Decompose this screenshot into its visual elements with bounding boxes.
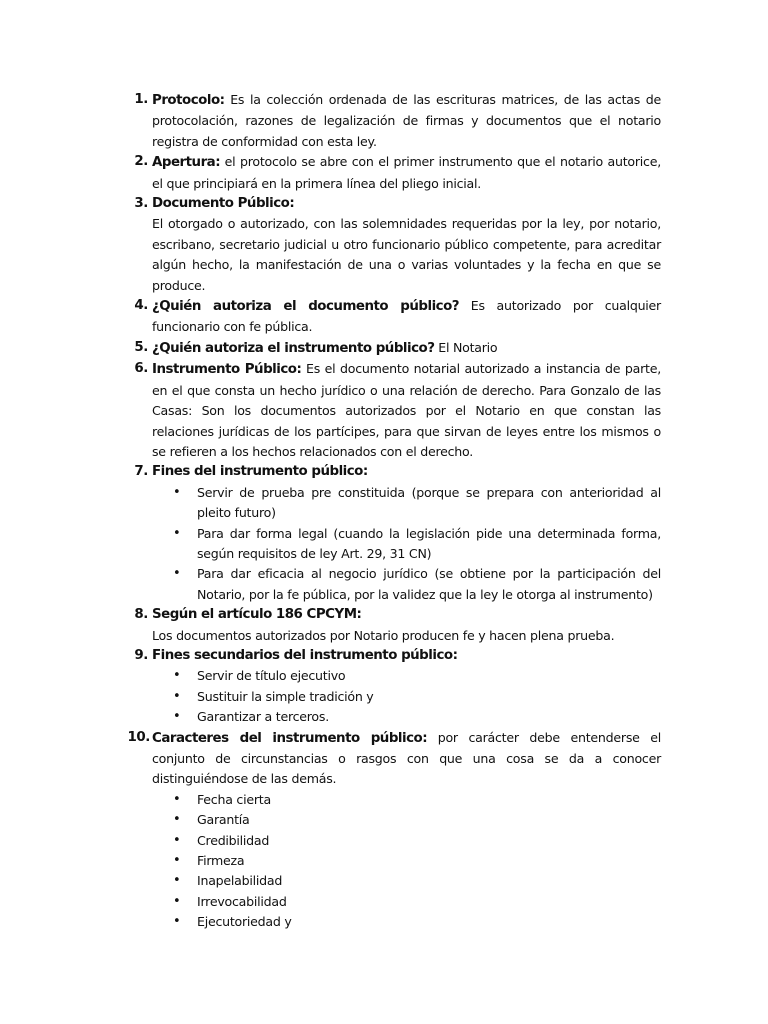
item-number: 5. <box>134 339 148 355</box>
item-text: Los documentos autorizados por Notario producen fe y hacen plena prueba. <box>152 627 615 643</box>
bullet-item: • Ejecutoriedad y <box>197 912 661 932</box>
item-number: 7. <box>134 464 148 480</box>
bullet-item: • Servir de prueba pre constituida (porque se prepara con anterioridad al pleito futuro) <box>197 483 661 524</box>
list-item-fines-secundarios <box>134 646 661 728</box>
item-number: 6. <box>134 361 148 377</box>
list-item-quien-autoriza-documento <box>134 296 661 338</box>
list-item-documento-publico <box>134 194 661 296</box>
list-item-apertura <box>134 152 661 194</box>
item-term: Protocolo: <box>152 93 225 108</box>
item-number: 4. <box>134 298 148 314</box>
list-item-quien-autoriza-instrumento <box>134 338 661 359</box>
item-text: el protocolo se abre con el primer instrumento que el notario autorice, el que principiará en la primera línea del pliego inicial. <box>152 154 661 191</box>
item-number: 9. <box>134 647 148 663</box>
item-term: Apertura: <box>152 155 221 171</box>
item-number: 2. <box>134 154 148 170</box>
bullet-list <box>152 666 661 727</box>
bullet-item: • Para dar eficacia al negocio jurídico (se obtiene por la participación del Notario, por la fe pública, por la validez que la ley le otorga al instrumento) <box>197 564 661 605</box>
numbered-list <box>127 90 661 933</box>
item-number: 3. <box>134 196 148 212</box>
list-item-protocolo <box>134 90 661 152</box>
item-number: 1. <box>134 92 148 107</box>
bullet-list <box>152 483 661 605</box>
item-text: El Notario <box>434 339 498 355</box>
item-term: Documento Público: <box>152 196 295 212</box>
item-text: por carácter debe entenderse el conjunto de circunstancias o rasgos con que una cosa se da a conocer distinguiéndose de las demás. <box>152 729 661 787</box>
item-text: El otorgado o autorizado, con las solemnidades requeridas por la ley, por notario, escribano, secretario judicial u otro funcionario público competente, para acreditar algún hecho, la manifestación de una o varias voluntades y la fecha en que se produce. <box>152 216 661 293</box>
item-term: Caracteres del instrumento público: <box>152 730 428 746</box>
bullet-item: • Firmeza <box>197 851 661 871</box>
item-term: ¿Quién autoriza el instrumento público? <box>152 340 435 356</box>
bullet-item: • Irrevocabilidad <box>197 892 661 912</box>
item-text: Es autorizado por cualquier funcionario con fe pública. <box>152 298 661 335</box>
item-number: 8. <box>134 607 148 623</box>
item-term: Fines del instrumento público: <box>152 464 368 480</box>
bullet-item: • Credibilidad <box>197 831 661 851</box>
bullet-item: • Sustituir la simple tradición y <box>197 687 661 707</box>
bullet-item: • Fecha cierta <box>197 790 661 810</box>
list-item-articulo-186 <box>134 605 661 646</box>
item-text: Es la colección ordenada de las escrituras matrices, de las actas de protocolación, razones de legalización de firmas y documentos que el notario registra de conformidad con esta ley. <box>152 92 661 149</box>
item-term: ¿Quién autoriza el documento público? <box>152 299 460 315</box>
list-item-caracteres <box>127 728 661 933</box>
bullet-item: • Servir de título ejecutivo <box>197 666 661 686</box>
bullet-list <box>152 790 661 933</box>
item-text: Es el documento notarial autorizado a instancia de parte, en el que consta un hecho jurídico o una relación de derecho. Para Gonzalo de las Casas: Son los documentos autorizados por el Notario en que constan las relaciones jurídicas de los partícipes, para que sirvan de leyes entre los mismos o se refieren a los hechos relacionados con el derecho. <box>152 361 661 459</box>
item-term: Según el artículo 186 CPCYM: <box>152 607 362 623</box>
bullet-item: • Inapelabilidad <box>197 871 661 891</box>
list-item-fines <box>134 462 661 605</box>
item-term: Instrumento Público: <box>152 362 302 378</box>
item-term: Fines secundarios del instrumento público: <box>152 647 458 663</box>
item-paragraph <box>152 728 661 790</box>
bullet-item: • Garantizar a terceros. <box>197 707 661 727</box>
bullet-item: • Para dar forma legal (cuando la legislación pide una determinada forma, según requisitos de ley Art. 29, 31 CN) <box>197 524 661 565</box>
bullet-item: • Garantía <box>197 810 661 830</box>
item-number: 10. <box>127 729 150 745</box>
list-item-instrumento-publico <box>134 359 661 462</box>
